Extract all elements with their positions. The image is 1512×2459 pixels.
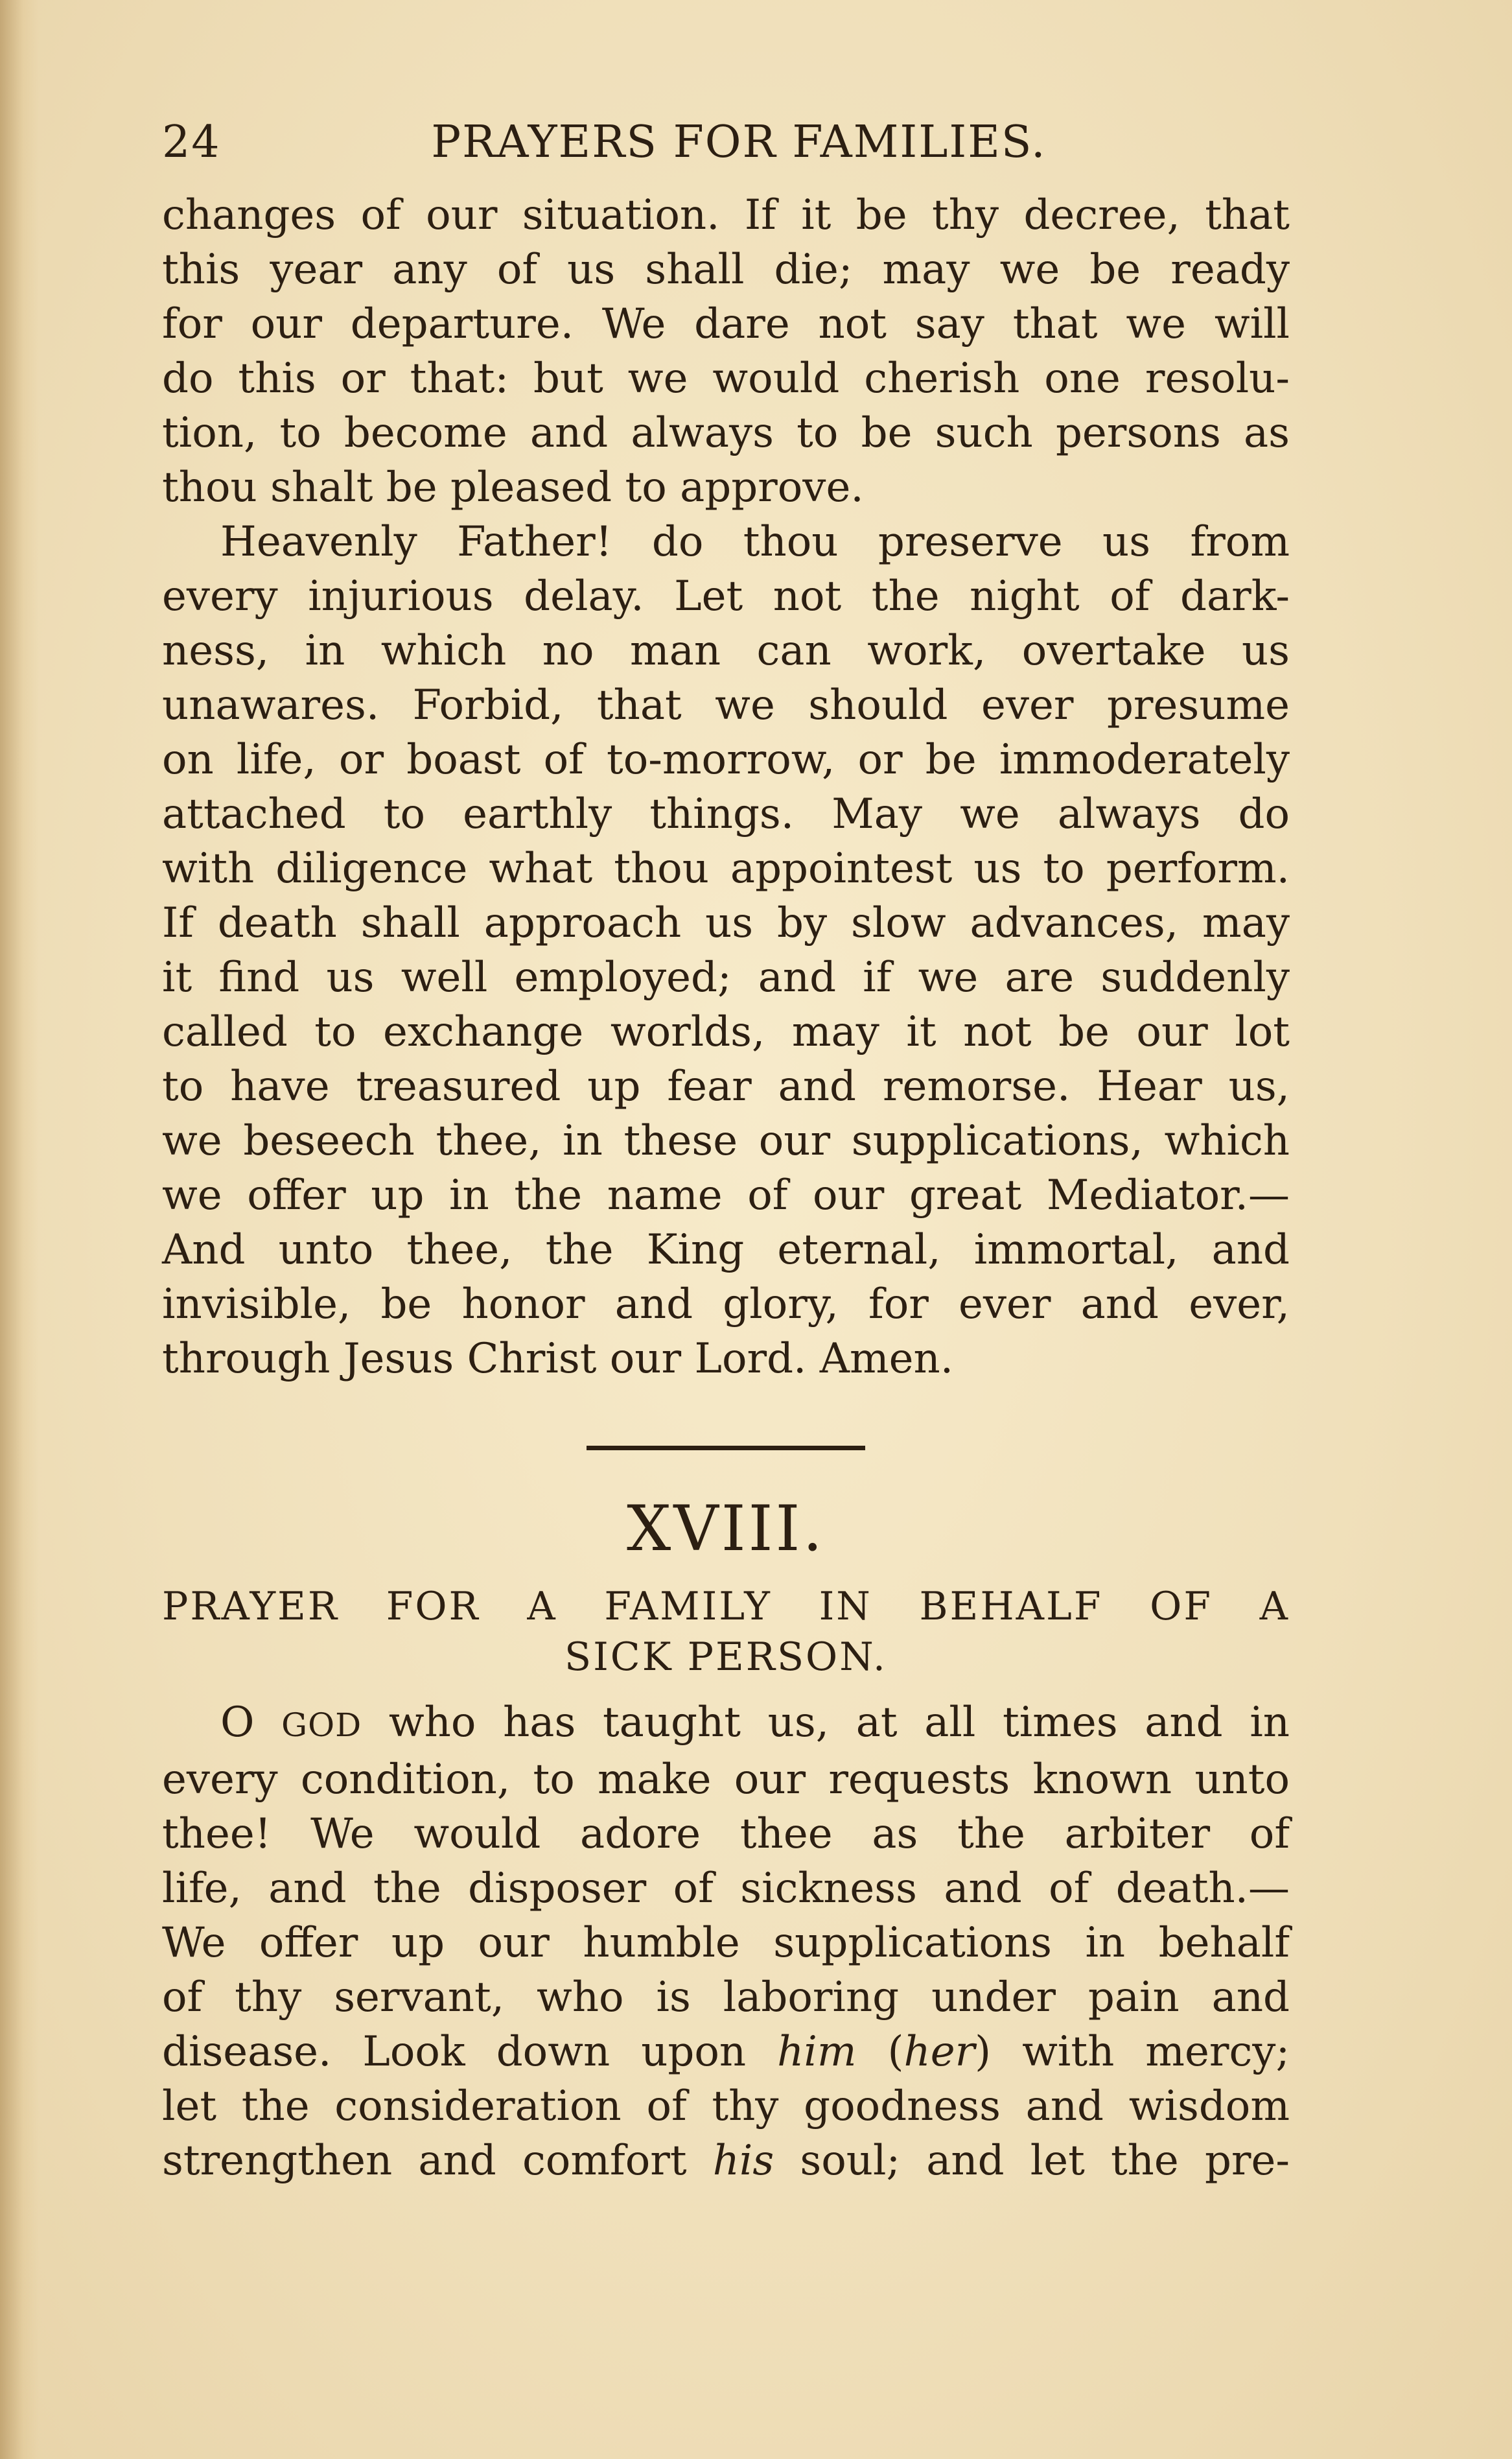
text-line: on life, or boast of to-morrow, or be immoderately <box>162 736 1290 784</box>
text-line: thee! We would adore thee as the arbiter of <box>162 1810 1290 1858</box>
text-fragment: disease. Look down upon <box>162 2028 778 2076</box>
italic-word: her <box>903 2028 975 2076</box>
page-content <box>162 117 1290 2188</box>
text-line: attached to earthly things. May we always do <box>162 790 1290 838</box>
text-line: every condition, to make our requests known unto <box>162 1756 1290 1804</box>
text-line <box>162 2134 1290 2188</box>
italic-word: him <box>777 2028 857 2076</box>
text-line <box>162 1695 1290 1752</box>
text-fragment: ( <box>856 2028 904 2076</box>
page-binding-shadow <box>0 0 39 2459</box>
text-line: do this or that: but we would cherish one resolu- <box>162 355 1290 403</box>
running-head <box>162 117 1290 188</box>
italic-word: his <box>712 2137 774 2185</box>
text-line: tion, to become and always to be such persons as <box>162 409 1290 457</box>
section-divider-rule <box>587 1446 865 1450</box>
text-line: with diligence what thou appointest us to perform. <box>162 845 1290 893</box>
paragraph-2 <box>162 515 1290 1386</box>
text-line: of thy servant, who is laboring under pain and <box>162 1973 1290 2021</box>
text-line: called to exchange worlds, may it not be our lot <box>162 1008 1290 1056</box>
text-line: If death shall approach us by slow advances, may <box>162 899 1290 947</box>
text-line: unawares. Forbid, that we should ever presume <box>162 681 1290 729</box>
section-title-line: PRAYER FOR A FAMILY IN BEHALF OF A <box>162 1584 1290 1629</box>
text-line: let the consideration of thy goodness and wisdom <box>162 2082 1290 2130</box>
text-line: to have treasured up fear and remorse. Hear us, <box>162 1063 1290 1111</box>
text-line: we beseech thee, in these our supplications, which <box>162 1117 1290 1165</box>
text-line: ness, in which no man can work, overtake us <box>162 627 1290 675</box>
text-line: this year any of us shall die; may we be ready <box>162 246 1290 294</box>
section-title <box>162 1581 1290 1682</box>
text-line: we offer up in the name of our great Mediator.— <box>162 1171 1290 1219</box>
running-title: PRAYERS FOR FAMILIES. <box>431 117 1047 168</box>
text-line: for our departure. We dare not say that we will <box>162 300 1290 348</box>
text-fragment: O <box>220 1699 282 1747</box>
text-line: it find us well employed; and if we are suddenly <box>162 954 1290 1002</box>
text-line: through Jesus Christ our Lord. Amen. <box>162 1335 954 1383</box>
text-fragment: who has taught us, at all times and in <box>362 1699 1290 1747</box>
text-line: thou shalt be pleased to approve. <box>162 464 864 512</box>
page-number: 24 <box>162 117 221 168</box>
paragraph-3 <box>162 1695 1290 2188</box>
text-line: And unto thee, the King eternal, immortal, and <box>162 1226 1290 1274</box>
small-caps-word: GOD <box>281 1706 362 1744</box>
section-title-line: SICK PERSON. <box>564 1634 887 1680</box>
section-number: XVIII. <box>627 1492 825 1565</box>
text-line: invisible, be honor and glory, for ever and ever, <box>162 1280 1290 1328</box>
text-line: We offer up our humble supplications in behalf <box>162 1919 1290 1967</box>
text-fragment: soul; and let the pre- <box>774 2137 1290 2185</box>
text-line <box>162 2025 1290 2079</box>
text-line: Heavenly Father! do thou preserve us from <box>220 518 1290 566</box>
text-line: changes of our situation. If it be thy decree, that <box>162 191 1290 239</box>
text-fragment: ) with mercy; <box>975 2028 1290 2076</box>
text-fragment: strengthen and comfort <box>162 2137 713 2185</box>
text-line: every injurious delay. Let not the night of dark- <box>162 572 1290 620</box>
paragraph-1 <box>162 188 1290 515</box>
text-line: life, and the disposer of sickness and of death.— <box>162 1865 1290 1912</box>
